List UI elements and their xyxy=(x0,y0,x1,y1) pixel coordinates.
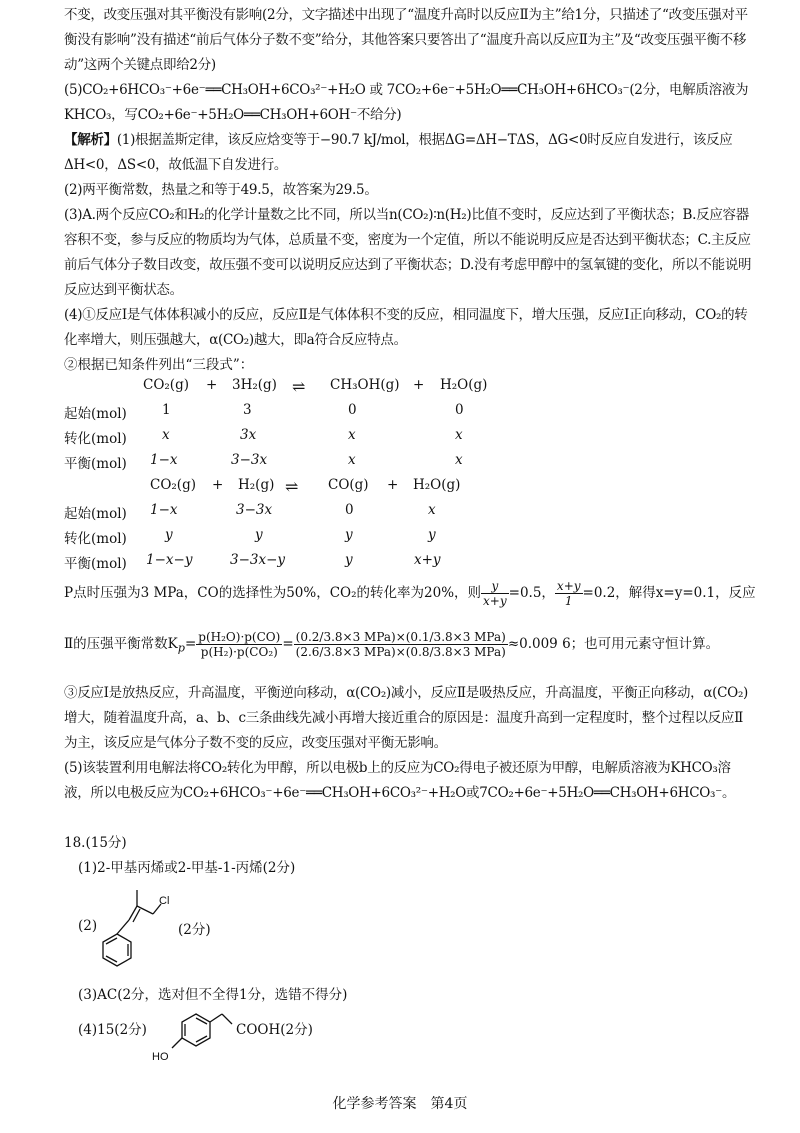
t2-header-co: CO(g) xyxy=(328,477,369,493)
t2-header-plus-1: + xyxy=(212,477,224,493)
t1-cell: x xyxy=(348,427,356,443)
t1-cell: x xyxy=(348,452,356,468)
t2-header-equilibrium: ⇌ xyxy=(285,477,299,496)
t1-header-plus-1: + xyxy=(206,377,218,393)
t2-cell: x xyxy=(428,502,436,518)
t1-row-label-change: 转化(mol) xyxy=(64,431,127,447)
q18-answer-1: (1)2-甲基丙烯或2-甲基-1-丙烯(2分) xyxy=(78,860,296,876)
t2-header-h2: H₂(g) xyxy=(238,477,275,493)
t1-header-co2: CO₂(g) xyxy=(143,377,189,393)
t1-cell: x xyxy=(455,452,463,468)
q18-answer-3: (3)AC(2分，选对但不全得1分，选错不得分) xyxy=(78,987,348,1003)
frac-num: (0.2/3.8×3 MPa)×(0.1/3.8×3 MPa) xyxy=(295,630,506,644)
molecule-bonds xyxy=(172,1014,232,1048)
calc-line-2 xyxy=(64,622,719,671)
kp-result: ≈0.009 6；也可用元素守恒计算。 xyxy=(507,636,720,652)
paragraph-analysis-4-1: (4)①反应Ⅰ是气体体积减小的反应，反应Ⅱ是气体体积不变的反应，相同温度下，增大压强，反应Ⅰ正向移动，CO₂的转化率增大，则压强越大，α(CO₂)越大，即a符合反应特点。 xyxy=(64,307,748,348)
t2-header-co2: CO₂(g) xyxy=(150,477,196,493)
t2-cell: y xyxy=(345,552,353,568)
t2-cell: 1−x xyxy=(150,502,178,518)
oh-bond xyxy=(172,1038,182,1048)
chlorine-label: Cl xyxy=(159,895,170,907)
paragraph-analysis-2: (2)两平衡常数，热量之和等于49.5，故答案为29.5。 xyxy=(64,182,378,198)
paragraph-analysis-5: (5)该装置利用电解法将CO₂转化为甲醇，所以电极b上的反应为CO₂得电子被还原为甲醇，电解质溶液为KHCO₃溶液，所以电极反应为CO₂+6HCO₃⁻+6e⁻══CH₃OH+6CO₃²⁻+H₂O或7CO₂+6e⁻+5H₂O══CH₃OH+6HCO₃⁻。 xyxy=(64,760,736,801)
analysis-1-text: (1)根据盖斯定律，该反应焓变等于−90.7 kJ/mol，根据ΔG=ΔH−TΔS，ΔG<0时反应自发进行，该反应ΔH<0，ΔS<0，故低温下自发进行。 xyxy=(64,132,733,173)
t2-cell: y xyxy=(255,527,263,543)
t2-header-plus-2: + xyxy=(387,477,399,493)
kp-value-fraction xyxy=(294,630,508,659)
frac-den: 1 xyxy=(564,594,573,608)
paragraph-analysis-4-2: ②根据已知条件列出“三段式”： xyxy=(64,357,254,373)
t2-cell: x+y xyxy=(414,552,441,568)
calc-text-b: =0.2，解得x=y=0.1，反应 xyxy=(582,585,756,601)
t1-cell: 3x xyxy=(240,427,257,443)
t1-cell: 0 xyxy=(348,402,357,418)
t1-header-plus-2: + xyxy=(413,377,425,393)
fraction-xy-over-1 xyxy=(555,579,583,608)
paragraph-scoring-note: 不变，改变压强对其平衡没有影响(2分，文字描述中出现了“温度升高时以反应Ⅱ为主”给1分，只描述了“改变压强对平衡没有影响”没有描述“前后气体分子数不变”给分，其他答案只要答出了“温度升高以反应Ⅱ为主”及“改变压强平衡不移动”这两个关键点即给2分) xyxy=(64,7,748,73)
q18-answer-4-cooh: COOH(2分) xyxy=(236,1022,313,1038)
frac-den: (2.6/3.8×3 MPa)×(0.8/3.8×3 MPa) xyxy=(295,645,506,659)
frac-num: p(H₂O)·p(CO) xyxy=(198,630,281,644)
page-footer: 化学参考答案 第4页 xyxy=(332,1096,468,1112)
calc-line-1 xyxy=(64,575,756,611)
benzene-ring xyxy=(103,934,131,966)
ch2-bond xyxy=(210,1014,222,1022)
t2-cell: y xyxy=(345,527,353,543)
q18-answer-2-label: (2) xyxy=(78,918,98,934)
calc-eq1: =0.5， xyxy=(508,585,555,601)
t1-row-label-equilibrium: 平衡(mol) xyxy=(64,456,127,472)
t2-cell: 0 xyxy=(345,502,354,518)
kp-eq: = xyxy=(184,636,197,652)
t2-cell: 3−3x−y xyxy=(230,552,286,568)
analysis-tag: 【解析】 xyxy=(64,132,117,148)
kp-formula-fraction xyxy=(196,630,282,659)
t2-header-h2o: H₂O(g) xyxy=(413,477,461,493)
molecule-bonds xyxy=(103,890,161,966)
t1-header-h2o: H₂O(g) xyxy=(440,377,488,393)
bond xyxy=(117,920,129,934)
kp-eq-2: = xyxy=(282,636,294,652)
t1-header-h2: 3H₂(g) xyxy=(232,377,277,393)
t1-cell: 3 xyxy=(243,402,252,418)
q18-answer-2-score: (2分) xyxy=(178,922,211,938)
paragraph-analysis-4-3: ③反应Ⅰ是放热反应，升高温度，平衡逆向移动，α(CO₂)减小，反应Ⅱ是吸热反应，升高温度，平衡正向移动，α(CO₂)增大，随着温度升高，a、b、c三条曲线先减小再增大接近重合的原因是：温度升高到一定程度时，整个过程以反应Ⅱ为主，该反应是气体分子数不变的反应，改变压强对平衡无影响。 xyxy=(64,685,749,751)
frac-den: p(H₂)·p(CO₂) xyxy=(200,645,278,659)
ch2-bond xyxy=(222,1014,232,1024)
t1-cell: x xyxy=(455,427,463,443)
t2-row-label-change: 转化(mol) xyxy=(64,531,127,547)
q18-title: 18.(15分) xyxy=(64,835,127,851)
benzene-ring xyxy=(182,1014,210,1046)
q18-answer-4-label: (4)15(2分) xyxy=(78,1022,147,1038)
paragraph-answer-5: (5)CO₂+6HCO₃⁻+6e⁻══CH₃OH+6CO₃²⁻+H₂O 或 7CO₂+6e⁻+5H₂O══CH₃OH+6HCO₃⁻(2分，电解质溶液为KHCO₃，写CO₂+6e⁻+5H₂O══CH₃OH+6OH⁻不给分) xyxy=(64,82,749,123)
t1-cell: 3−3x xyxy=(231,452,268,468)
fraction-y-over-xy xyxy=(481,579,509,608)
kp-subscript: p xyxy=(177,641,185,655)
t1-cell: 1 xyxy=(162,402,171,418)
t2-cell: y xyxy=(165,527,173,543)
t2-row-label-start: 起始(mol) xyxy=(64,506,127,522)
t1-row-label-start: 起始(mol) xyxy=(64,406,127,422)
t2-cell: 3−3x xyxy=(236,502,273,518)
paragraph-analysis-3: (3)A.两个反应CO₂和H₂的化学计量数之比不同，所以当n(CO₂)∶n(H₂)比值不变时，反应达到了平衡状态；B.反应容器容积不变，参与反应的物质均为气体，总质量不变，密度为一个定值，所以不能说明反应是否达到平衡状态；C.主反应前后气体分子数目改变，故压强不变可以说明反应达到了平衡状态；D.没有考虑甲醇中的氢氧键的变化，所以不能说明反应达到平衡状态。 xyxy=(64,207,752,298)
structure-hydroxyphenylacetic-acid xyxy=(150,1008,240,1068)
structure-2-chlorinated-alkene xyxy=(95,884,175,974)
t1-header-equilibrium: ⇌ xyxy=(292,377,306,396)
t1-cell: 1−x xyxy=(150,452,178,468)
t2-row-label-equilibrium: 平衡(mol) xyxy=(64,556,127,572)
frac-num: x+y xyxy=(556,579,581,593)
t1-cell: x xyxy=(162,427,170,443)
t2-cell: 1−x−y xyxy=(146,552,193,568)
t1-cell: 0 xyxy=(455,402,464,418)
t2-cell: y xyxy=(428,527,436,543)
t1-header-ch3oh: CH₃OH(g) xyxy=(330,377,400,393)
paragraph-analysis-1 xyxy=(64,128,754,178)
frac-num: y xyxy=(481,579,509,594)
hydroxyl-label: HO xyxy=(152,1051,169,1063)
calc-text-a: P点时压强为3 MPa，CO的选择性为50%，CO₂的转化率为20%，则 xyxy=(64,585,482,601)
frac-den: x+y xyxy=(483,594,507,608)
kp-label: Ⅱ的压强平衡常数K xyxy=(64,636,178,652)
